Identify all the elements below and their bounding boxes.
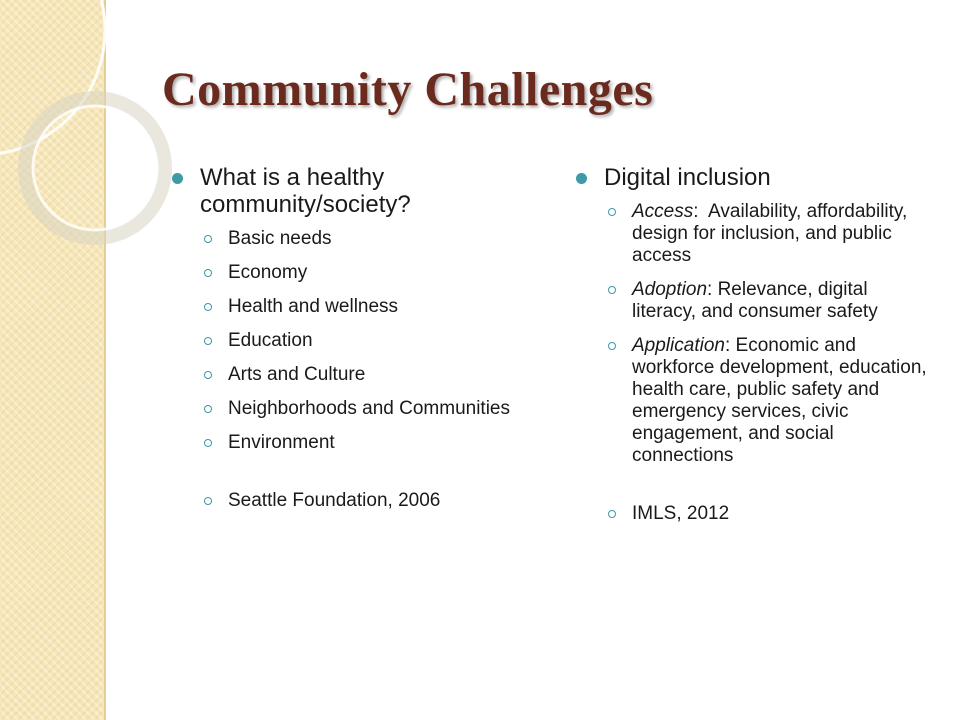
- bullet-ring-icon: [204, 497, 212, 505]
- bullet-ring-icon: [204, 269, 212, 277]
- left-column: [172, 164, 532, 524]
- right-main-bullet-item: [576, 164, 936, 191]
- bullet-dot-icon: [576, 173, 587, 184]
- left-main-bullet-item: [172, 164, 532, 218]
- bullet-ring-icon: [204, 405, 212, 413]
- right-sub-list: [576, 201, 936, 525]
- bullet-ring-icon: [608, 208, 616, 216]
- term: Application: [632, 335, 725, 356]
- citation-item: Seattle Foundation, 2006: [172, 490, 532, 512]
- citation-item: IMLS, 2012: [576, 503, 936, 525]
- slide-title: Community Challenges: [162, 63, 654, 116]
- list-item: Access: Availability, affordability, design for inclusion, and public access: [576, 201, 936, 267]
- left-heading: What is a healthy community/society?: [200, 164, 411, 218]
- bullet-ring-icon: [608, 286, 616, 294]
- bullet-ring-icon: [204, 303, 212, 311]
- right-column: [576, 164, 936, 537]
- right-heading: Digital inclusion: [604, 164, 771, 191]
- decorative-circles: [0, 0, 180, 300]
- left-sub-list: [172, 228, 532, 512]
- term: Adoption: [632, 279, 708, 300]
- list-item: Adoption: Relevance, digital literacy, and consumer safety: [576, 279, 936, 323]
- list-item: Basic needs: [172, 228, 532, 250]
- list-item: Application: Economic and workforce development, education, health care, public safety and emergency services, civic engagement, and social connections: [576, 335, 936, 467]
- term: Access: [632, 201, 694, 222]
- list-item: Education: [172, 330, 532, 352]
- list-item: Arts and Culture: [172, 364, 532, 386]
- bullet-ring-icon: [204, 235, 212, 243]
- bullet-ring-icon: [608, 510, 616, 518]
- bullet-ring-icon: [204, 371, 212, 379]
- list-item: Neighborhoods and Communities: [172, 398, 532, 420]
- bullet-ring-icon: [204, 439, 212, 447]
- list-item: Economy: [172, 262, 532, 284]
- list-item: Health and wellness: [172, 296, 532, 318]
- bullet-ring-icon: [608, 342, 616, 350]
- bullet-ring-icon: [204, 337, 212, 345]
- bullet-dot-icon: [172, 173, 183, 184]
- list-item: Environment: [172, 432, 532, 454]
